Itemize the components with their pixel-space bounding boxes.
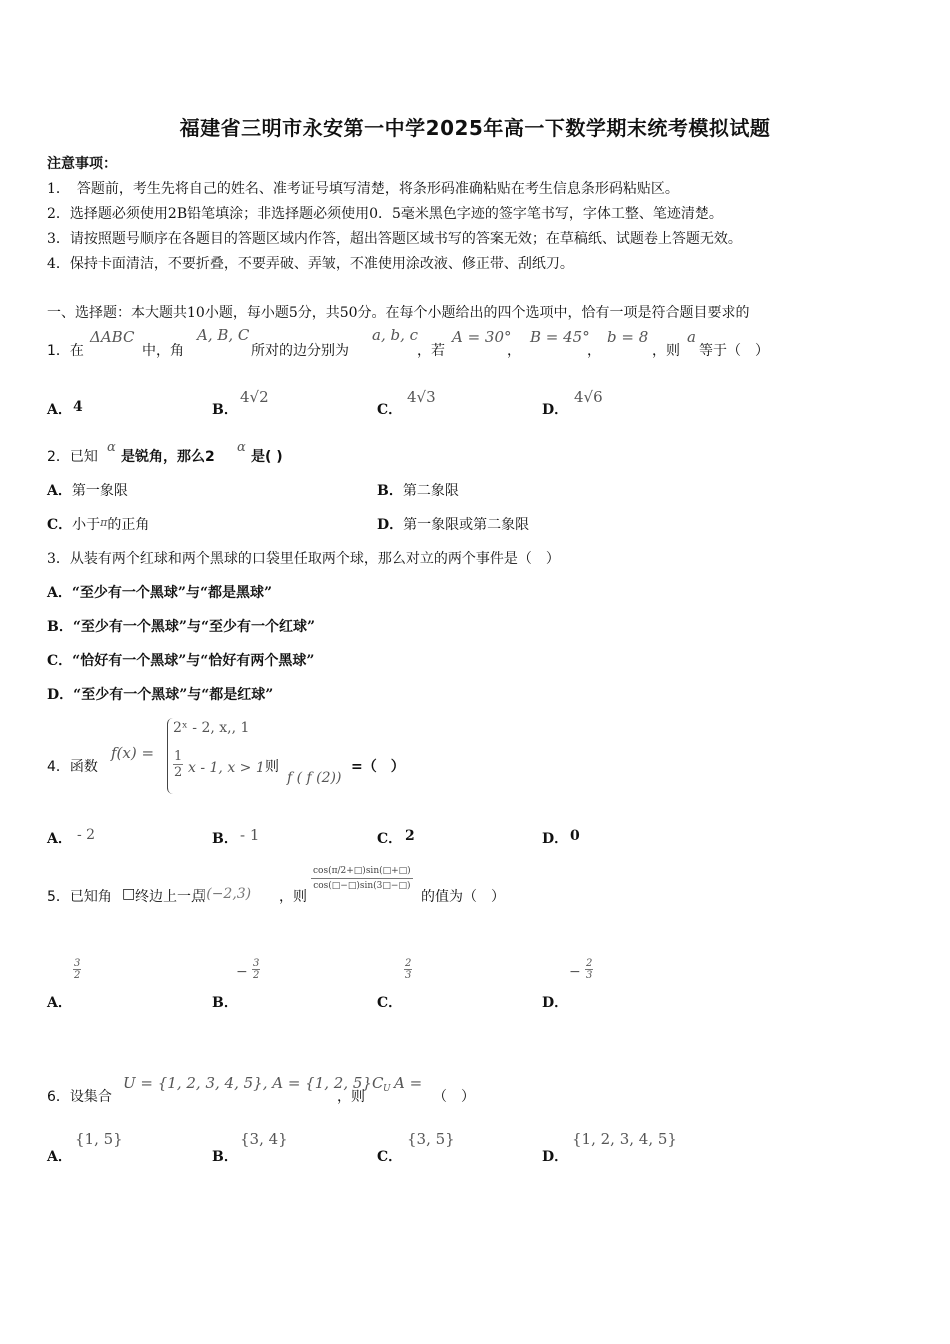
question-4-stem: 4．函数 f(x) = 2ˣ - 2, x,, 1 $\frac{1}{2}$ x - 1, x > 1 则 f ( f (2)) =（ ） [47, 716, 547, 796]
q5-option-b[interactable]: − $\frac{3}{2}$ B． [212, 958, 260, 1011]
question-6-stem: 6．设集合 U = {1, 2, 3, 4, 5}, A = {1, 2, 5} ，则 C U A = （ ） [47, 1074, 475, 1105]
q1-number: 1．在 [47, 343, 84, 359]
q6-option-d[interactable]: {1, 2, 3, 4, 5} D． [542, 1130, 677, 1165]
q5-option-d[interactable]: − $\frac{2}{3}$ D． [542, 958, 593, 1011]
q3-option-d[interactable]: D．“至少有一个黑球”与“都是红球” [47, 687, 274, 703]
notice-heading: 注意事项： [47, 156, 117, 172]
q5-expression: $\frac{\cos(\pi/2+□)\sin(□+□)}{\cos(□-□)\sin(3□-□)}$ [313, 866, 411, 891]
q1-sides: a, b, c [372, 326, 419, 344]
q6-option-a[interactable]: {1, 5} A． [47, 1130, 123, 1165]
q4-case-2: x - 1, x > 1 [188, 760, 265, 776]
q5-option-c[interactable]: $\frac{2}{3}$ C． [377, 958, 412, 1011]
q6-option-b[interactable]: {3, 4} B． [212, 1130, 288, 1165]
q2-option-c[interactable]: C．小于$^\pi$的正角 [47, 516, 150, 533]
q1-var: a [687, 328, 696, 346]
q3-option-a[interactable]: A．“至少有一个黑球”与“都是黑球” [47, 585, 273, 601]
q2-option-d[interactable]: D．第一象限或第二象限 [377, 517, 530, 533]
q4-case-1: 2ˣ - 2, x,, 1 [173, 720, 250, 736]
q1-cond-b: B = 45° [530, 328, 590, 346]
page-title: 福建省三明市永安第一中学2025年高一下数学期末统考模拟试题 [179, 116, 771, 140]
q6-sets: U = {1, 2, 3, 4, 5}, A = {1, 2, 5} [123, 1074, 372, 1092]
q5-point: □(−2,3) [193, 886, 252, 902]
q1-cond-c: b = 8 [607, 328, 649, 346]
q4-ffx: f ( f (2)) [287, 770, 342, 786]
q4-case-2-frac: $\frac{1}{2}$ [174, 749, 183, 780]
q1-triangle: ΔABC [90, 328, 135, 346]
q1-angles: A, B, C [197, 326, 250, 344]
q1-cond-a: A = 30° [452, 328, 512, 346]
notice-item: 1． 答题前，考生先将自己的姓名、准考证号填写清楚，将条形码准确粘贴在考生信息条形码粘贴区。 [47, 181, 679, 197]
q5-option-a[interactable]: $\frac{3}{2}$ A． [47, 958, 81, 1011]
question-5-stem: 5．已知角 □ 终边上一点 □(−2,3) ，则 $\frac{\cos(\pi/2+□)\sin(□+□)}{\cos(□-□)\sin(3□-□)}$ 的值为（ ） [47, 866, 505, 905]
section-heading: 一、选择题：本大题共10小题，每小题5分，共50分。在每个小题给出的四个选项中，恰有一项是符合题目要求的 [47, 305, 750, 321]
q3-option-b[interactable]: B．“至少有一个黑球”与“至少有一个红球” [47, 619, 316, 635]
q2-option-a[interactable]: A．第一象限 [47, 483, 128, 499]
notice-item: 4．保持卡面清洁，不要折叠，不要弄破、弄皱，不准使用涂改液、修正带、刮纸刀。 [47, 256, 574, 272]
q3-option-c[interactable]: C．“恰好有一个黑球”与“恰好有两个黑球” [47, 653, 315, 669]
q2-option-b[interactable]: B．第二象限 [377, 483, 459, 499]
notice-item: 3．请按照题号顺序在各题目的答题区域内作答，超出答题区域书写的答案无效；在草稿纸、试题卷上答题无效。 [47, 231, 742, 247]
q6-option-c[interactable]: {3, 5} C． [377, 1130, 455, 1165]
question-3-stem: 3．从装有两个红球和两个黑球的口袋里任取两个球，那么对立的两个事件是（ ） [47, 551, 560, 567]
notice-item: 2．选择题必须使用2B铅笔填涂；非选择题必须使用0．5毫米黑色字迹的签字笔书写，字体工整、笔迹清楚。 [47, 206, 723, 222]
